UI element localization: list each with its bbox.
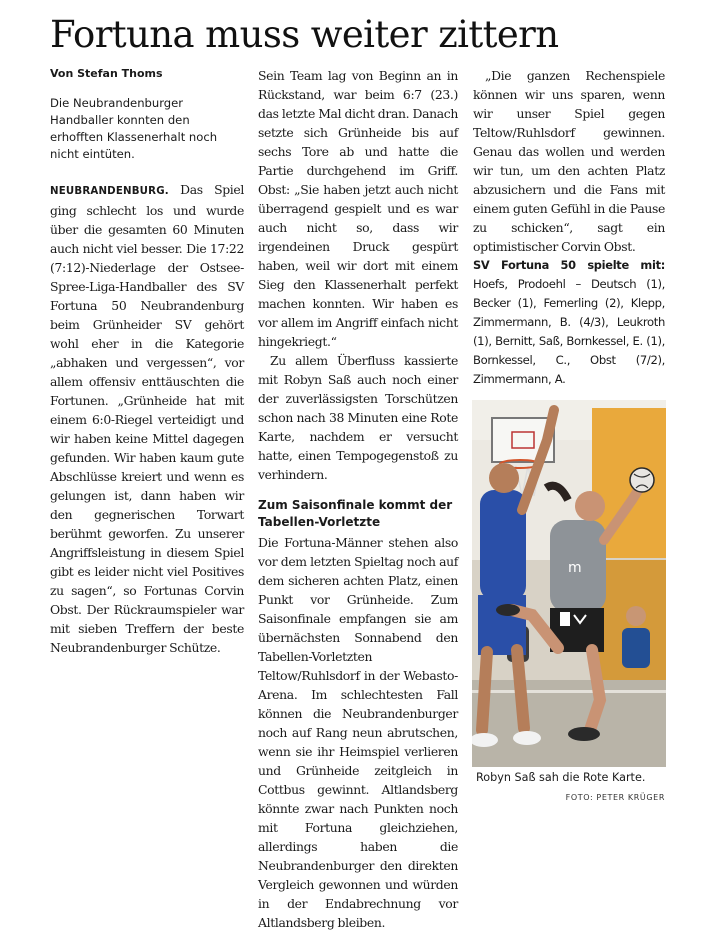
paragraph-5: „Die ganzen Rechenspiele können wir uns sparen, wenn wir unser Spiel gegen Teltow/Ruhlsdorf gewinnen. Genau das wollen und werden wir tun, um den achten Platz abzusichern und die Fans mit einem guten Gefühl in die Pause zu schicken“, sagt ein optimistischer Corvin Obst. bbox=[473, 68, 665, 254]
paragraph-1 bbox=[50, 180, 244, 657]
court-floor bbox=[472, 680, 666, 767]
paragraph-1-text: Das Spiel ging schlecht los und wurde über die gesamten 60 Minuten auch nicht viel besser. Die 17:22 (7:12)-Niederlage der Ostsee-Spree-Liga-Handballer des SV Fortuna 50 Neubrandenburg beim Grünheider SV gehört wohl eher in die Kategorie „abhaken und vergessen“, vor allem offensiv enttäuschten die Fortunen. „Grünheide hat mit einem 6:0-Riegel verteidigt und wir haben keine Mittel dagegen gefunden. Wir haben kaum gute Abschlüsse kreiert und wenn es gelungen ist, dann haben wir den gegnerischen Torwart berühmt geworfen. Zu unserer Angriffsleistung in diesem Spiel gibt es leider nicht viel Positives zu sagen“, so Fortunas Corvin Obst. Der Rückraumspieler war mit sieben Treffern der beste Neubrandenburger Schütze. bbox=[50, 182, 244, 655]
byline: Von Stefan Thoms bbox=[50, 67, 163, 80]
team-roster bbox=[473, 256, 665, 389]
paragraph-2: Sein Team lag von Beginn an in Rückstand, war beim 6:7 (23.) das letzte Mal dicht dran. Danach setzte sich Grünheide bis auf sechs Tore ab und hatte die Partie durchgehend im Griff. Obst: „Sie haben jetzt auch nicht überragend gespielt und es war auch nicht so, dass wir irgendeinen Druck gespürt haben, weil wir dort mit einem Sieg den Klassenerhalt perfekt machen konnten. Wir haben es vor allem im Angriff einfach nicht hingekriegt.“ bbox=[258, 68, 458, 349]
paragraph-3: Zu allem Überfluss kassierte mit Robyn Saß auch noch einer der zuverlässigsten Torschützen schon nach 38 Minuten eine Rote Karte, nachdem er versucht hatte, einen Tempogegenstoß zu verhindern. bbox=[258, 353, 458, 482]
column-2 bbox=[258, 66, 458, 932]
handball-scene-illustration bbox=[472, 400, 666, 767]
photo-credit: FOTO: PETER KRÜGER bbox=[565, 793, 665, 802]
roster-heading: SV Fortuna 50 spielte mit: bbox=[473, 258, 665, 272]
subheading: Zum Saisonfinale kommt der Tabellen-Vorletzte bbox=[258, 498, 453, 529]
roster-players: Hoefs, Prodoehl – Deutsch (1), Becker (1), Femerling (2), Klepp, Zimmermann, B. (4/3), Leukroth (1), Bernitt, Saß, Bornkessel, E. (1), Bornkessel, C., Obst (7/2), Zimmermann, A. bbox=[473, 277, 665, 386]
handball bbox=[630, 468, 654, 492]
dateline: NEUBRANDENBURG. bbox=[50, 186, 169, 197]
column-3 bbox=[473, 66, 665, 389]
photo-caption: Robyn Saß sah die Rote Karte. bbox=[476, 771, 646, 784]
column-1 bbox=[50, 66, 244, 657]
handball-photo bbox=[472, 400, 666, 767]
paragraph-4: Die Fortuna-Männer stehen also vor dem letzten Spieltag noch auf dem sicheren achten Platz, einen Punkt vor Grünheide. Zum Saisonfinale empfangen sie am übernächsten Sonnabend den Tabellen-Vorletzten Teltow/Ruhlsdorf in der Webasto-Arena. Im schlechtesten Fall können die Neubrandenburger noch auf Rang neun abrutschen, wenn sie ihr Heimspiel verlieren und Grünheide zeitgleich in Cottbus gewinnt. Altlandsberg könnte zwar nach Punkten noch mit Fortuna gleichziehen, allerdings haben die Neubrandenburger den direkten Vergleich gewonnen und würden in der Endabrechnung vor Altlandsberg bleiben. bbox=[258, 535, 458, 930]
headline: Fortuna muss weiter zittern bbox=[50, 13, 559, 56]
jersey-text: m bbox=[568, 560, 582, 576]
teaser: Die Neubrandenburger Handballer konnten den erhofften Klassenerhalt noch nicht eintüten. bbox=[50, 96, 218, 161]
